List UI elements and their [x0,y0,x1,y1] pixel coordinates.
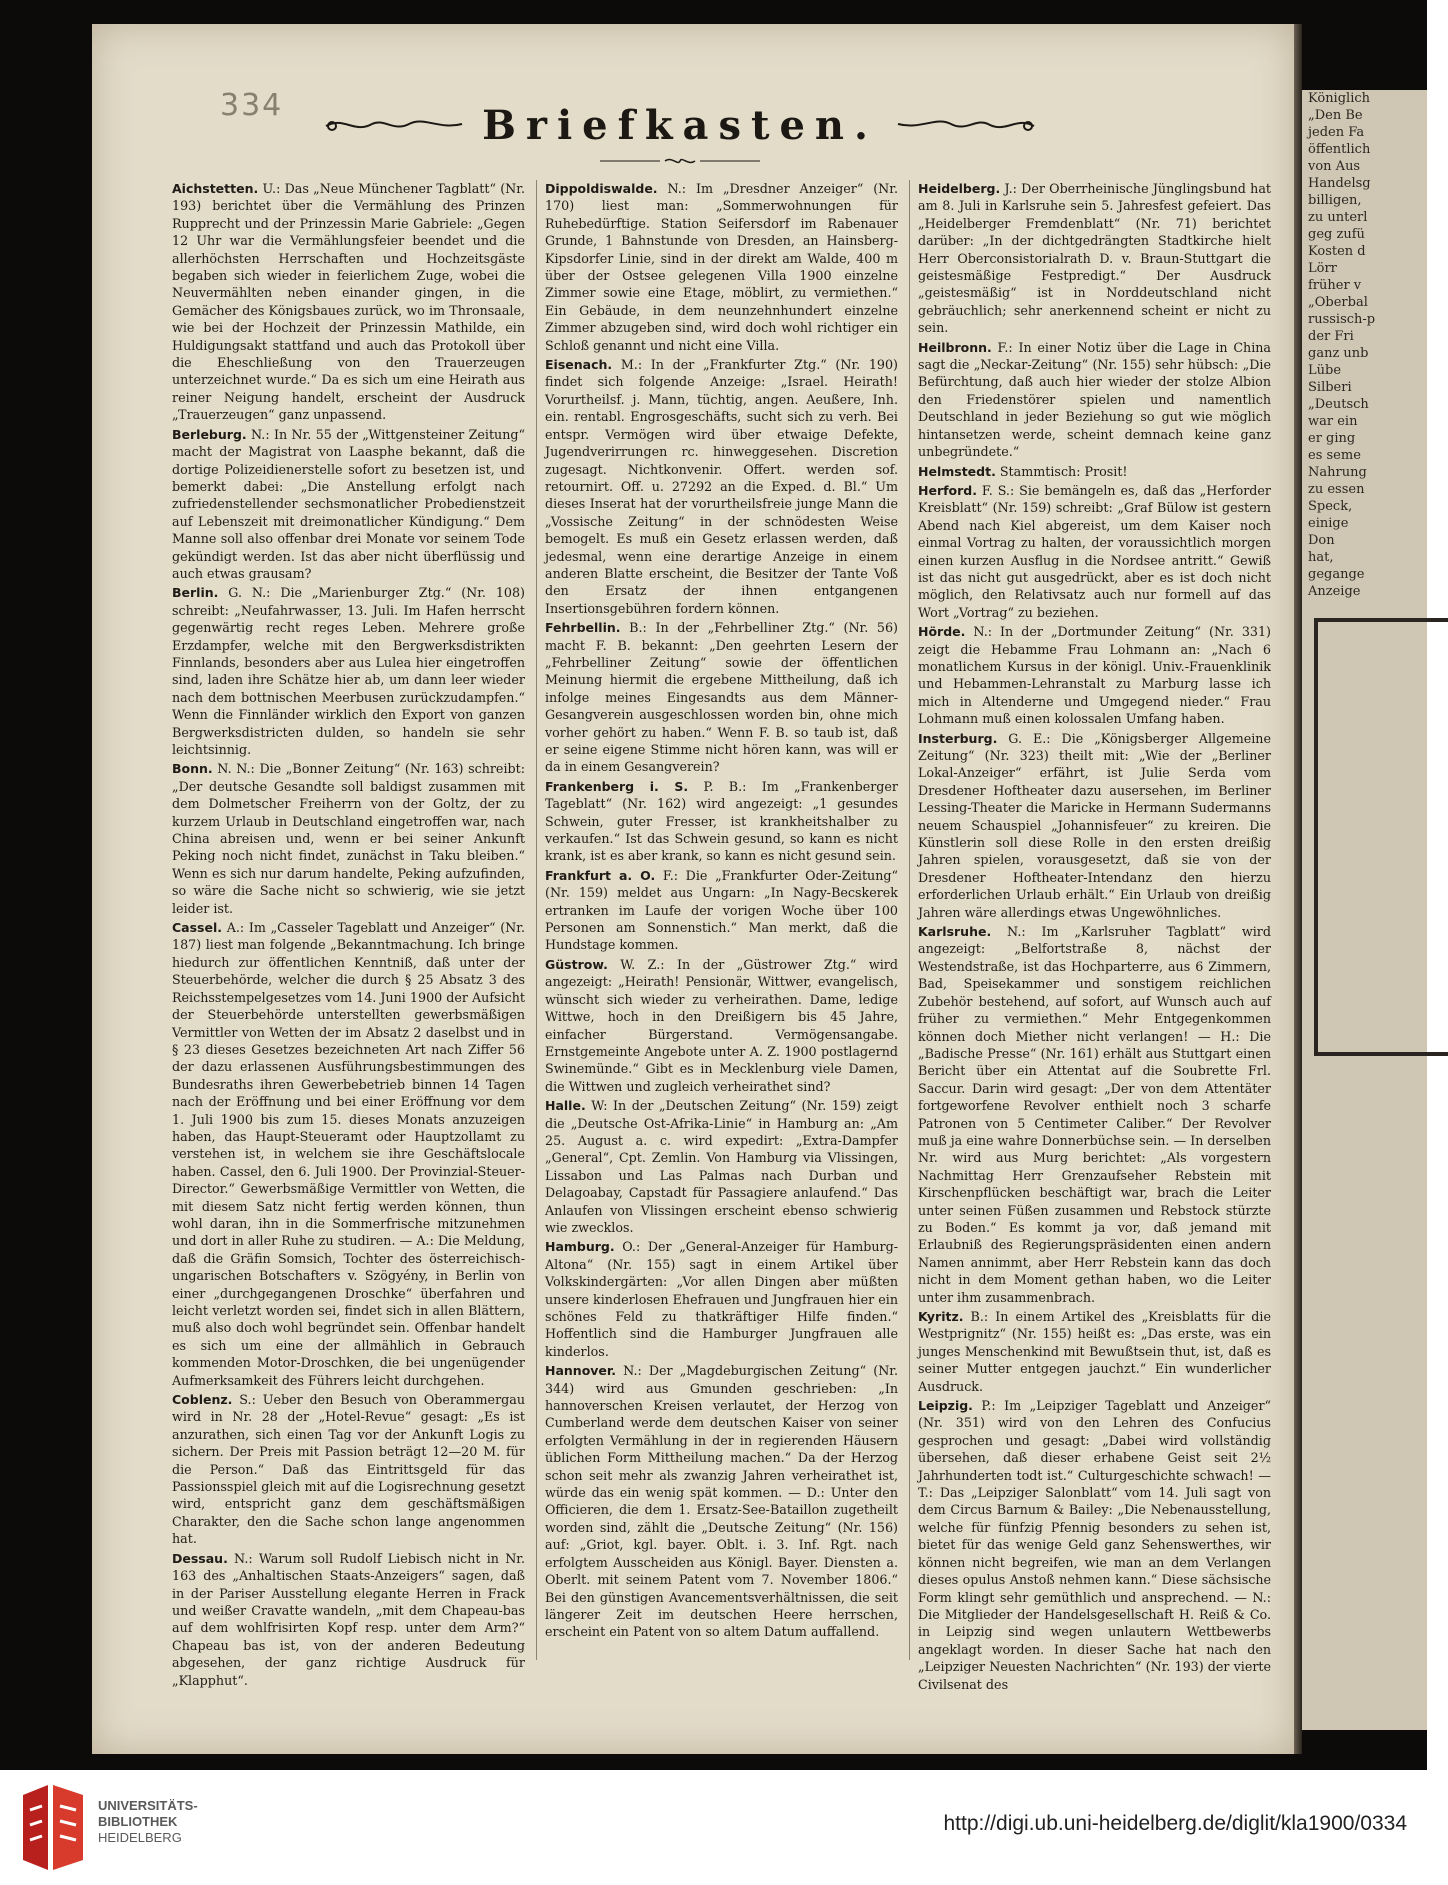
entry-text: N.: Der „Magdeburgischen Zeitung“ (Nr. 344) wird aus Gmunden geschrieben: „In hannoverschen Kreisen verlautet, der Herzog von Cumberland werde dem deutschen Kaiser von seiner erfolgten Vermählung in der in regierenden Häusern üblichen Form Mittheilung machen.“ Da der Herzog schon seit mehr als zwanzig Jahren verheirathet ist, würde das ein wenig spät kommen. — D.: Unter den Officieren, die dem 1. Ersatz-See-Bataillon zugetheilt worden sind, zählt die „Deutsche Zeitung“ (Nr. 156) auf: „Griot, kgl. bayer. Oblt. i. 3. Inf. Rgt. nach erfolgtem Ausscheiden aus Königl. Bayer. Diensten a. Oberlt. mit seinem Patent vom 7. November 1806.“ Bei den günstigen Avancementsverhältnissen, die seit längerer Zeit im deutschen Heere herrschen, erscheint ein Patent von so altem Datum auffallend. [545,1363,898,1640]
letter-entry [172,1550,525,1689]
next-page-line: „Den Be [1308,108,1363,123]
entry-text: F.: In einer Notiz über die Lage in China sagt die „Neckar-Zeitung“ (Nr. 155) sehr hübsch: „Die Befürchtung, daß auch hier wieder der stolze Albion den Friedenstörer spielen und namentlich Deutschland in jeder Beziehung so gut wie möglich hintansetzen werde, scheint demnach keine ganz unbegründete.“ [918,339,1271,460]
next-page-line: es seme [1308,448,1361,463]
entry-text: B.: In der „Fehrbelliner Ztg.“ (Nr. 56) macht F. B. bekannt: „Den geehrten Lesern der „Fehrbelliner Zeitung“ sowie der öffentlichen Meinung hiermit die ergebene Mittheilung, daß ich infolge meines Eingesandts aus dem Männer-Gesangverein ausgeschlossen worden bin, ohne mich vorher gehört zu haben.“ Wenn F. B. so taub ist, daß er seine eigene Stimme nicht hören kann, was will er da in einem Gesangverein? [545,620,898,775]
entry-place: Insterburg. [918,730,998,746]
letter-entry [545,1362,898,1641]
next-page-line: der Fri [1308,329,1354,344]
entry-text: U.: Das „Neue Münchener Tagblatt“ (Nr. 193) berichtet über die Vermählung des Prinzen Rupprecht und der Prinzessin Marie Gabriele: „Gegen 12 Uhr war die Vermählungsfeier beendet und die allerhöchsten Herrschaften und Hochzeitsgäste begaben sich wieder in feierlichem Zuge, wobei die Neuvermählten neben einander gingen, in die Gemächer des Königsbaues zurück, wo im Thronsaale, wie bei der Hochzeit der Prinzessin Mathilde, ein Huldigungsakt stattfand und auch das Protokoll über die Eheschließung von den Trauerzeugen unterzeichnet wurde.“ Da es sich um eine Heirath aus reiner Neigung handelt, erscheint der Ausdruck „Trauerzeugen“ ganz unpassend. [172,181,525,423]
next-page-line: einige [1308,516,1349,531]
next-page-line: billigen, [1308,193,1362,208]
entry-text: O.: Der „General-Anzeiger für Hamburg-Altona“ (Nr. 155) sagt in einem Artikel über Volkskindergärten: „Vor allen Dingen aber müßten unsere kinderlosen Ehefrauen und Jungfrauen hier ein schönes Feld zu thatkräftiger Hilfe finden.“ Hoffentlich sind die Hamburger Jungfrauen alle kinderlos. [545,1239,898,1359]
entry-place: Frankenberg i. S. [545,778,689,794]
next-page-line: ganz unb [1308,346,1369,361]
next-page-line: russisch-p [1308,312,1376,327]
next-page-line: Kosten d [1308,244,1366,259]
library-name-line: UNIVERSITÄTS- [98,1798,198,1813]
letter-entry [172,760,525,917]
entry-text: P. B.: Im „Frankenberger Tageblatt“ (Nr. 162) wird angezeigt: „1 gesundes Schwein, guter Fresser, ist krankheitshalber zu verkaufen.“ Ist das Schwein gesund, so kann es nicht krank, ist es aber krank, so kann es nicht gesund sein. [545,778,898,864]
entry-text: B.: In einem Artikel des „Kreisblatts für die Westprignitz“ (Nr. 155) heißt es: „Das erste, was ein junges Menschenkind mit Bewußtsein thut, ist, daß es seiner Mutter entgegen jauchzt.“ Ein wunderlicher Ausdruck. [918,1309,1271,1394]
letter-entry [918,923,1271,1306]
entry-place: Dippoldiswalde. [545,181,658,196]
entry-text: G. E.: Die „Königsberger Allgemeine Zeitung“ (Nr. 323) theilt mit: „Wie der „Berliner Lokal-Anzeiger“ erfährt, ist Julie Serda vom Dresdener Hoftheater dazu ausersehen, im Berliner Lessing-Theater die Maricke in Hermann Sudermanns neuem Schauspiel „Johannisfeuer“ zu kreiren. Die Künstlerin soll diese Rolle in den ersten dreißig Jahren spielen, vorausgesetzt, daß sie von der Dresdener Hoftheater-Intendanz den hierzu erforderlichen Urlaub erhält.“ Ein Urlaub von dreißig Jahren wäre allerdings etwas Ungewöhnliches. [918,730,1271,920]
entry-place: Hannover. [545,1363,617,1379]
entry-place: Leipzig. [918,1398,973,1414]
entry-text: W. Z.: In der „Güstrower Ztg.“ wird angezeigt: „Heirath! Pensionär, Wittwer, evangelisch, wünscht sich wieder zu verheirathen. Dame, ledige Wittwe, hoch in den Dreißigern bis 45 Jahre, einfacher Bürgerstand. Vermögensangabe. Ernstgemeinte Angebote unter A. Z. 1900 postlagernd Swinemünde.“ Gibt es in Mecklenburg viele Damen, die Wittwen und zugleich verheirathet sind? [545,956,898,1094]
entry-place: Berlin. [172,585,219,601]
page-edge [1294,24,1302,1754]
next-page-line: geg zufü [1308,227,1365,242]
entry-place: Aichstetten. [172,181,259,196]
entry-place: Coblenz. [172,1392,233,1408]
entry-place: Hamburg. [545,1239,615,1255]
entry-text: M.: In der „Frankfurter Ztg.“ (Nr. 190) findet sich folgende Anzeige: „Israel. Heirath! Vorurtheilsf. j. Mann, tüchtig, angen. Aeußere, Inh. ein. rentabl. Engrosgeschäfts, sucht sich zu verh. Bei entspr. Vermögen wird über etwaige Defekte, Jugendverirrungen rc. hinweggesehen. Discretion zugesagt. Nichtkonvenir. Offert. werden sof. retournirt. Off. u. 27292 an die Exped. d. Bl.“ Um dieses Inserat hat der vorurtheilsfreie junge Mann die „Vossische Zeitung“ in der schnödesten Weise bemogelt. Es muß ein Gesetz erlassen werden, daß jedesmal, wenn eine derartige Anzeige in einem anderen Blatte erscheint, die Besitzer der Tante Voß den Ersatz der ihnen entgangenen Insertionsgebühren fordern können. [545,357,898,616]
column-divider [909,180,910,1660]
next-page-line: Königlich [1308,91,1371,106]
next-page-line: Speck, [1308,499,1353,514]
entry-text: G. N.: Die „Marienburger Ztg.“ (Nr. 108) schreibt: „Neufahrwasser, 13. Juli. Im Hafen herrscht gegenwärtig recht reges Leben. Mehrere große Erzdampfer, welche mit den Bergwerksdistrikten Finnlands, besonders aber aus Lulea hier eingetroffen sind, laden ihre Schätze hier ab, um dann leer wieder nach dem bottnischen Meerbusen zurückzudampfen.“ Wenn die Finnländer wirklich den Export von ganzen Bergwerksdistricten dulden, so handeln sie sehr leichtsinnig. [172,585,525,757]
entry-text: F.: Die „Frankfurter Oder-Zeitung“ (Nr. 159) meldet aus Ungarn: „In Nagy-Becskerek ertranken im Laufe der vorigen Woche über 100 Personen am Sonnenstich.“ Man merkt, daß die Hundstage kommen. [545,867,898,953]
letter-entry [545,956,898,1095]
entry-text: S.: Ueber den Besuch von Oberammergau wird in Nr. 28 der „Hotel-Revue“ gesagt: „Es ist anzurathen, sich einen Tag vor der Ankunft Logis zu sichern. Der Preis mit Passion beträgt 12—20 M. für die Person.“ Daß das Eintrittsgeld für das Passionsspiel gleich mit auf die Logisrechnung gesetzt wird, entspricht ganz dem geschäftsmäßigen Charakter, den die Sache schon lange angenommen hat. [172,1392,525,1547]
column-3 [918,180,1271,1692]
next-page-line: er ging [1308,431,1356,446]
entry-text: N. N.: Die „Bonner Zeitung“ (Nr. 163) schreibt: „Der deutsche Gesandte soll baldigst zusammen mit dem Dolmetscher Freiherrn von der Goltz, der zu kurzem Urlaub in Deutschland eingetroffen war, nach China abreisen und, wenn er bei seiner Ankunft Peking noch nicht findet, zunächst in Taku bleiben.“ Wenn es sich nur darum handelte, Peking aufzufinden, so wäre die Sache nicht so schwierig, wie sie jetzt leider ist. [172,761,525,916]
next-page-line: hat, [1308,550,1334,565]
letter-entry [545,356,898,617]
entry-text: N.: Im „Karlsruher Tagblatt“ wird angezeigt: „Belfortstraße 8, nächst der Westendstraße, ist das Hochparterre, aus 6 Zimmern, Bad, Speisekammer und sonstigem reichlichen Zubehör bestehend, auf sofort, auf Wunsch auch auf früher zu vermiethen.“ Mehr Entgegenkommen können doch Miether nicht verlangen! — H.: Die „Badische Presse“ (Nr. 161) erhält aus Stuttgart einen Bericht über ein Attentat auf die Soubrette Frl. Saccur. Darin wird gesagt: „Der von dem Attentäter fortgeworfene Revolver enthielt noch 3 scharfe Patronen von 5 Centimeter Caliber.“ Der Revolver muß ja eine wahre Donnerbüchse sein. — In derselben Nr. wird aus Murg berichtet: „Als vorgestern Nachmittag Herr Grenzaufseher Rebstein mit Kirschenpflücken beschäftigt war, brach die Leiter unter seinen Füßen zusammen und Rebstock stürzte zu Boden.“ Es kommt ja vor, daß jemand mit Erlaubniß des Regierungspräsidenten einen andern Namen annimmt, aber Herr Rebstein kann das doch nicht in dem Moment gethan haben, wo die Leiter unter ihm zusammenbrach. [918,924,1271,1305]
next-page-line: zu unterl [1308,210,1368,225]
letter-entry [545,867,898,954]
next-page-line: Nahrung [1308,465,1367,480]
letter-entry [172,919,525,1389]
next-page-line: zu essen [1308,482,1365,497]
title-ornament-icon [600,156,760,166]
next-page-line: früher v [1308,278,1362,293]
letter-entry [918,1397,1271,1693]
letter-entry [545,619,898,776]
next-page-line: Anzeige [1308,584,1361,599]
entry-place: Helmstedt. [918,463,996,479]
right-flourish-icon [896,114,1036,136]
entry-place: Güstrow. [545,956,608,972]
letter-entry [545,1238,898,1360]
entry-text: N.: In der „Dortmunder Zeitung“ (Nr. 331) zeigt die Hebamme Frau Lohmann an: „Nach 6 monatlichem Kursus in der königl. Univ.-Frauenklinik und Hebammen-Lehranstalt zu Marburg lasse ich mich in Altenderne und Umgegend nieder.“ Frau Lohmann muß einen kolossalen Umfang haben. [918,624,1271,727]
page-title: Briefkasten. [482,101,878,149]
entry-place: Kyritz. [918,1309,964,1324]
letter-entry [172,584,525,758]
entry-text: A.: Im „Casseler Tageblatt und Anzeiger“ (Nr. 187) liest man folgende „Bekanntmachung. Ich bringe hiedurch zur öffentlichen Kenntniß, daß unter der Steuerbehörde, welcher die durch § 25 Absatz 3 des Reichsstempelgesetzes vom 14. Juni 1900 der Aufsicht der Steuerbehörde unterstellten gewerbsmäßigen Vermittler von Wetten der im Absatz 2 daselbst und in § 23 dieses Gesetzes bezeichneten Art nach Ziffer 56 der dazu erlassenen Ausführungsbestimmungen des Bundesraths ihren Gewerbebetrieb binnen 14 Tagen nach der Eröffnung und bei einer Eröffnung vor dem 1. Juli 1900 bis zum 15. dieses Monats anzuzeigen haben, das Haupt-Steueramt oder Hauptzollamt zu verstehen ist, in welchem sie ihre Geschäftslocale haben. Cassel, den 6. Juli 1900. Der Provinzial-Steuer-Director.“ Gewerbsmäßige Vermittler von Wetten, die mit diesem Satz nicht fertig werden können, thun wohl daran, ihn in die Sommerfrische mitzunehmen und dort in aller Ruhe zu studiren. — A.: Die Meldung, daß die Gräfin Somsich, Tochter des österreichisch-ungarischen Botschafters v. Szögyény, in Berlin von einer „durchgegangenen Droschke“ überfahren und leicht verletzt worden sei, findet sich in allen Blättern, muß also doch wohl begründet sein. Offenbar handelt es sich um eine der allmählich in Gebrauch kommenden Motor-Droschken, die bei ungenügender Aufmerksamkeit des Führers leicht durchgehen. [172,920,525,1388]
title-block [420,100,940,150]
next-page-line: gegange [1308,567,1365,582]
next-page-line: von Aus [1308,159,1361,174]
entry-text: J.: Der Oberrheinische Jünglingsbund hat am 8. Juli in Karlsruhe sein 5. Jahresfest gefeiert. Das „Heidelberger Fremdenblatt“ (Nr. 71) berichtet darüber: „In der dichtgedrängten Stadtkirche hielt Herr Oberconsistorialrath D. v. Braun-Stuttgart die geistesmäßige Festpredigt.“ Der Ausdruck „geistesmäßig“ ist in Norddeutschland nicht gebräuchlich; sehr anerkennend scheint er nicht zu sein. [918,181,1271,336]
entry-text: N.: Warum soll Rudolf Liebisch nicht in Nr. 163 des „Anhaltischen Staats-Anzeigers“ sagen, daß in der Pariser Ausstellung elegante Herren in Frack und weißer Cravatte wandeln, „mit dem Chapeau-bas auf dem wohlfrisirten Kopf resp. unter dem Arm?“ Chapeau bas ist, von der anderen Bedeutung abgesehen, der ganz richtige Ausdruck für „Klapphut“. [172,1550,525,1688]
letter-entry [545,180,898,354]
entry-place: Heidelberg. [918,181,1001,196]
entry-place: Cassel. [172,920,222,936]
entry-place: Dessau. [172,1550,228,1566]
letter-entry [172,180,525,424]
next-page-line: Handelsg [1308,176,1371,191]
next-page-line: „Deutsch [1308,397,1369,412]
next-page-line: Lübe [1308,363,1342,378]
letter-entry [918,180,1271,337]
next-page-fragment [1302,90,1427,1730]
letter-entry [918,463,1271,480]
entry-place: Bonn. [172,761,213,777]
library-name-line: HEIDELBERG [98,1830,182,1845]
library-name-line: BIBLIOTHEK [98,1814,178,1829]
entry-text: N.: Im „Dresdner Anzeiger“ (Nr. 170) liest man: „Sommerwohnungen für Ruhebedürftige. Station Seifersdorf im Rabenauer Grunde, 1 Bahnstunde von Dresden, an Hainsberg-Kipsdorfer Linie, sind in der direkt am Walde, 400 m über der Ostsee gelegenen Villa 1900 einzelne Zimmer sowie eine Etage, möblirt, zu vermiethen.“ Ein Gebäude, in dem neunzehnhundert einzelne Zimmer abzugeben sind, wird doch wohl richtiger ein Schloß genannt und nicht eine Villa. [545,181,898,353]
entry-place: Hörde. [918,624,966,640]
next-page-line: Don [1308,533,1335,548]
next-page-line: öffentlich [1308,142,1371,157]
entry-place: Halle. [545,1098,586,1114]
next-page-line: Silberi [1308,380,1352,395]
next-page-line: jeden Fa [1308,125,1365,140]
entry-place: Herford. [918,482,977,498]
next-page-box [1314,618,1448,1056]
column-2 [545,180,898,1643]
entry-text: W: In der „Deutschen Zeitung“ (Nr. 159) zeigt die „Deutsche Ost-Afrika-Linie“ in Hamburg an: „Am 25. August a. c. wird expedirt: „Extra-Dampfer „General“, Cpt. Zemlin. Von Hamburg via Vlissingen, Lissabon und Las Palmas nach Durban und Delagoabay, Capstadt für Passagiere anlaufend.“ Das Anlaufen von Vlissingen erscheint ebenso schwierig wie zwecklos. [545,1098,898,1235]
letter-entry [918,482,1271,621]
letter-entry [918,1308,1271,1395]
library-logo-icon [18,1780,88,1875]
next-page-line: Lörr [1308,261,1337,276]
letter-entry [545,778,898,865]
library-name [98,1798,198,1846]
entry-text: F. S.: Sie bemängeln es, daß das „Herforder Kreisblatt“ (Nr. 159) schreibt: „Graf Bülow ist gestern Abend nach Kiel abgereist, um dem Kaiser noch einmal Vortrag zu halten, der voraussichtlich morgen einen kurzen Ausflug in die Nordsee antritt.“ Gewiß ist das nicht gut ausgedrückt, aber es ist doch nicht möglich, den Relativsatz auch nur formell auf das Wort „Vortrag“ zu beziehen. [918,482,1271,620]
entry-place: Karlsruhe. [918,924,992,940]
entry-place: Berleburg. [172,426,247,442]
letter-entry [172,1391,525,1548]
next-page-line: „Oberbal [1308,295,1368,310]
entry-place: Heilbronn. [918,339,992,355]
page-number: 334 [220,88,284,123]
left-flourish-icon [324,114,464,136]
letter-entry [545,1097,898,1236]
entry-place: Frankfurt a. O. [545,867,656,883]
entry-text: P.: Im „Leipziger Tageblatt und Anzeiger“ (Nr. 351) wird von den Lehren des Confucius gesprochen und gesagt: „Dabei wird vollständig übersehen, daß dieser erhabene Geist seit 2½ Jahrhunderten todt ist.“ Culturgeschichte schwach! — T.: Das „Leipziger Salonblatt“ vom 14. Juli sagt von dem Circus Barnum & Bailey: „Die Nebenausstellung, welche für fünfzig Pfennig besonders zu sehen ist, bietet für das wenige Geld ganz Sehenswerthes, wir können nicht begreifen, wie man an dem Verlangen dieses opulus Anstoß nehmen kann.“ Diese sächsische Form klingt sehr gemüthlich und ansprechend. — N.: Die Mitglieder der Handelsgesellschaft H. Reiß & Co. in Leipzig sind wegen unlautern Wettbewerbs angeklagt worden. In dieser Sache hat nach den „Leipziger Neuesten Nachrichten“ (Nr. 193) der vierte Civilsenat des [918,1398,1271,1692]
column-1 [172,180,525,1688]
entry-text: Stammtisch: Prosit! [995,463,1128,479]
entry-text: N.: In Nr. 55 der „Wittgensteiner Zeitung“ macht der Magistrat von Laasphe bekannt, daß die dortige Polizeidienerstelle sofort zu besetzen ist, und bemerkt dabei: „Die Anstellung erfolgt nach zufriedenstellender sechsmonatlicher Probedienstzeit auf Lebenszeit mit dreimonatlicher Kündigung.“ Dem Manne soll also offenbar drei Monate vor seinem Tode gekündigt werden. Ist das aber nicht überflüssig und auch etwas grausam? [172,426,525,581]
letter-entry [918,623,1271,727]
letter-entry [918,339,1271,461]
letter-entry [172,426,525,583]
source-url-link[interactable]: http://digi.ub.uni-heidelberg.de/diglit/kla1900/0334 [943,1812,1407,1835]
column-divider [536,180,537,1660]
next-page-line: war ein [1308,414,1358,429]
entry-place: Eisenach. [545,357,613,373]
entry-place: Fehrbellin. [545,620,621,636]
letter-entry [918,730,1271,921]
